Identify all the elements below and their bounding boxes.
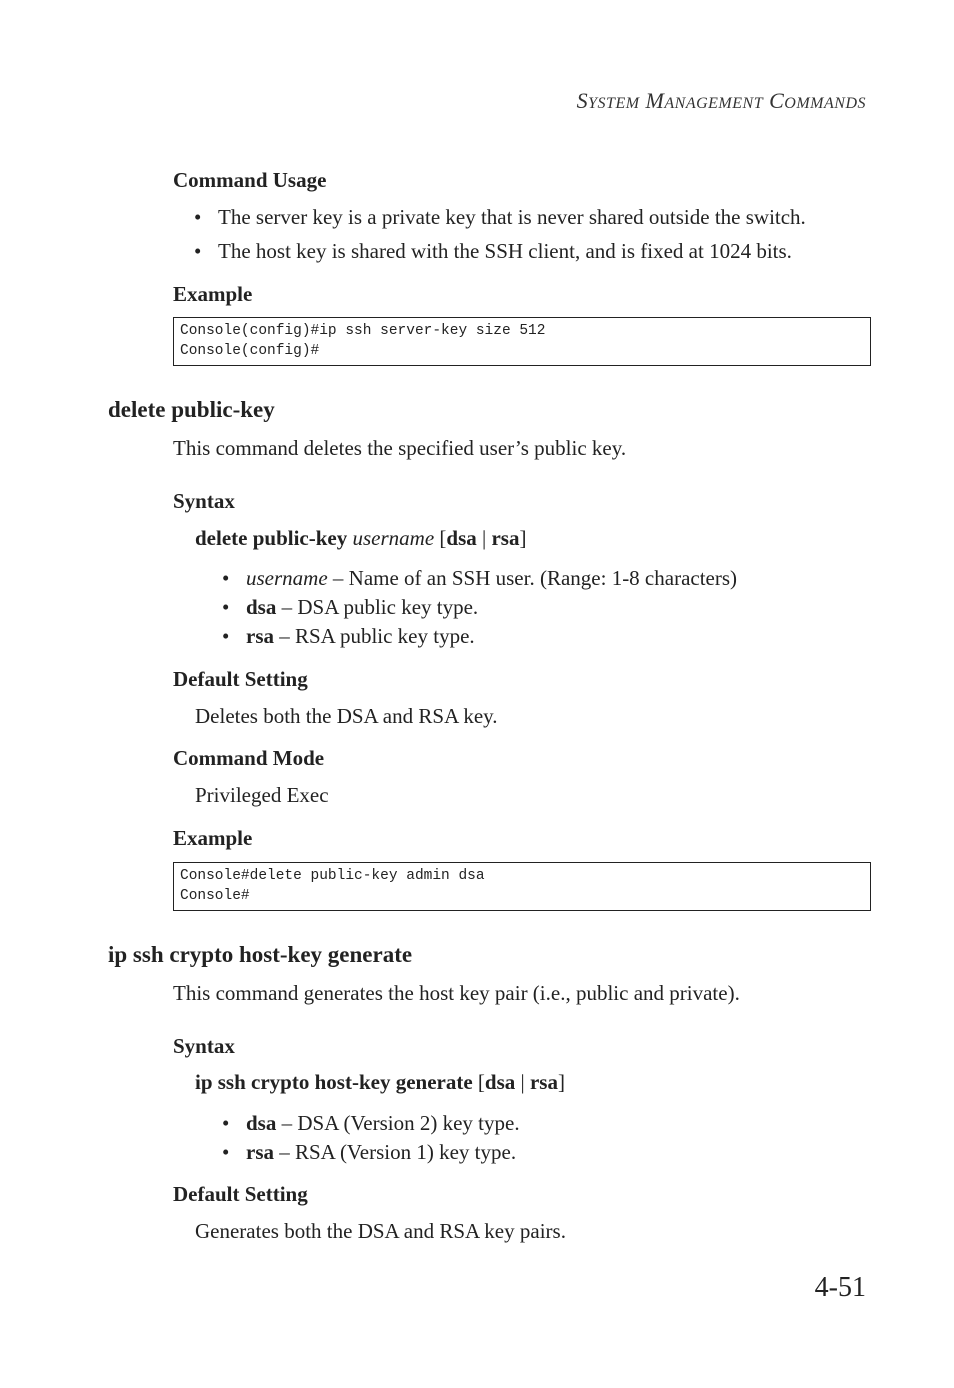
- command-description: This command deletes the specified user’s public key.: [173, 436, 627, 460]
- param-item: • dsa – DSA (Version 2) key type.: [222, 1111, 520, 1135]
- code-example: Console(config)#ip ssh server-key size 512 Console(config)#: [173, 317, 871, 366]
- command-description: This command generates the host key pair (i.e., public and private).: [173, 981, 740, 1005]
- syntax-line: ip ssh crypto host-key generate [dsa | rsa]: [195, 1070, 565, 1094]
- syntax-line: delete public-key username [dsa | rsa]: [195, 526, 527, 550]
- code-example: Console#delete public-key admin dsa Console#: [173, 862, 871, 911]
- default-setting-text: Generates both the DSA and RSA key pairs.: [195, 1219, 566, 1243]
- command-usage-heading: Command Usage: [173, 168, 327, 192]
- default-setting-heading: Default Setting: [173, 667, 308, 691]
- example-heading: Example: [173, 282, 253, 306]
- running-header: SYSTEM MANAGEMENT COMMANDS: [576, 88, 866, 113]
- default-setting-heading: Default Setting: [173, 1182, 308, 1206]
- param-item: • username – Name of an SSH user. (Range: 1-8 characters): [222, 566, 738, 590]
- command-mode-text: Privileged Exec: [195, 783, 329, 807]
- param-item: • dsa – DSA public key type.: [222, 595, 479, 619]
- usage-bullet: • The server key is a private key that is never shared outside the switch.: [194, 205, 806, 229]
- command-mode-heading: Command Mode: [173, 746, 325, 770]
- page-number: 4-51: [814, 1272, 866, 1303]
- syntax-heading: Syntax: [173, 1034, 235, 1058]
- syntax-heading: Syntax: [173, 489, 235, 513]
- command-title: delete public-key: [108, 397, 275, 422]
- usage-bullet: • The host key is shared with the SSH client, and is fixed at 1024 bits.: [194, 239, 792, 263]
- param-item: • rsa – RSA public key type.: [222, 624, 475, 648]
- example-heading: Example: [173, 826, 253, 850]
- default-setting-text: Deletes both the DSA and RSA key.: [195, 704, 498, 728]
- param-item: • rsa – RSA (Version 1) key type.: [222, 1140, 517, 1164]
- command-title: ip ssh crypto host-key generate: [108, 942, 413, 967]
